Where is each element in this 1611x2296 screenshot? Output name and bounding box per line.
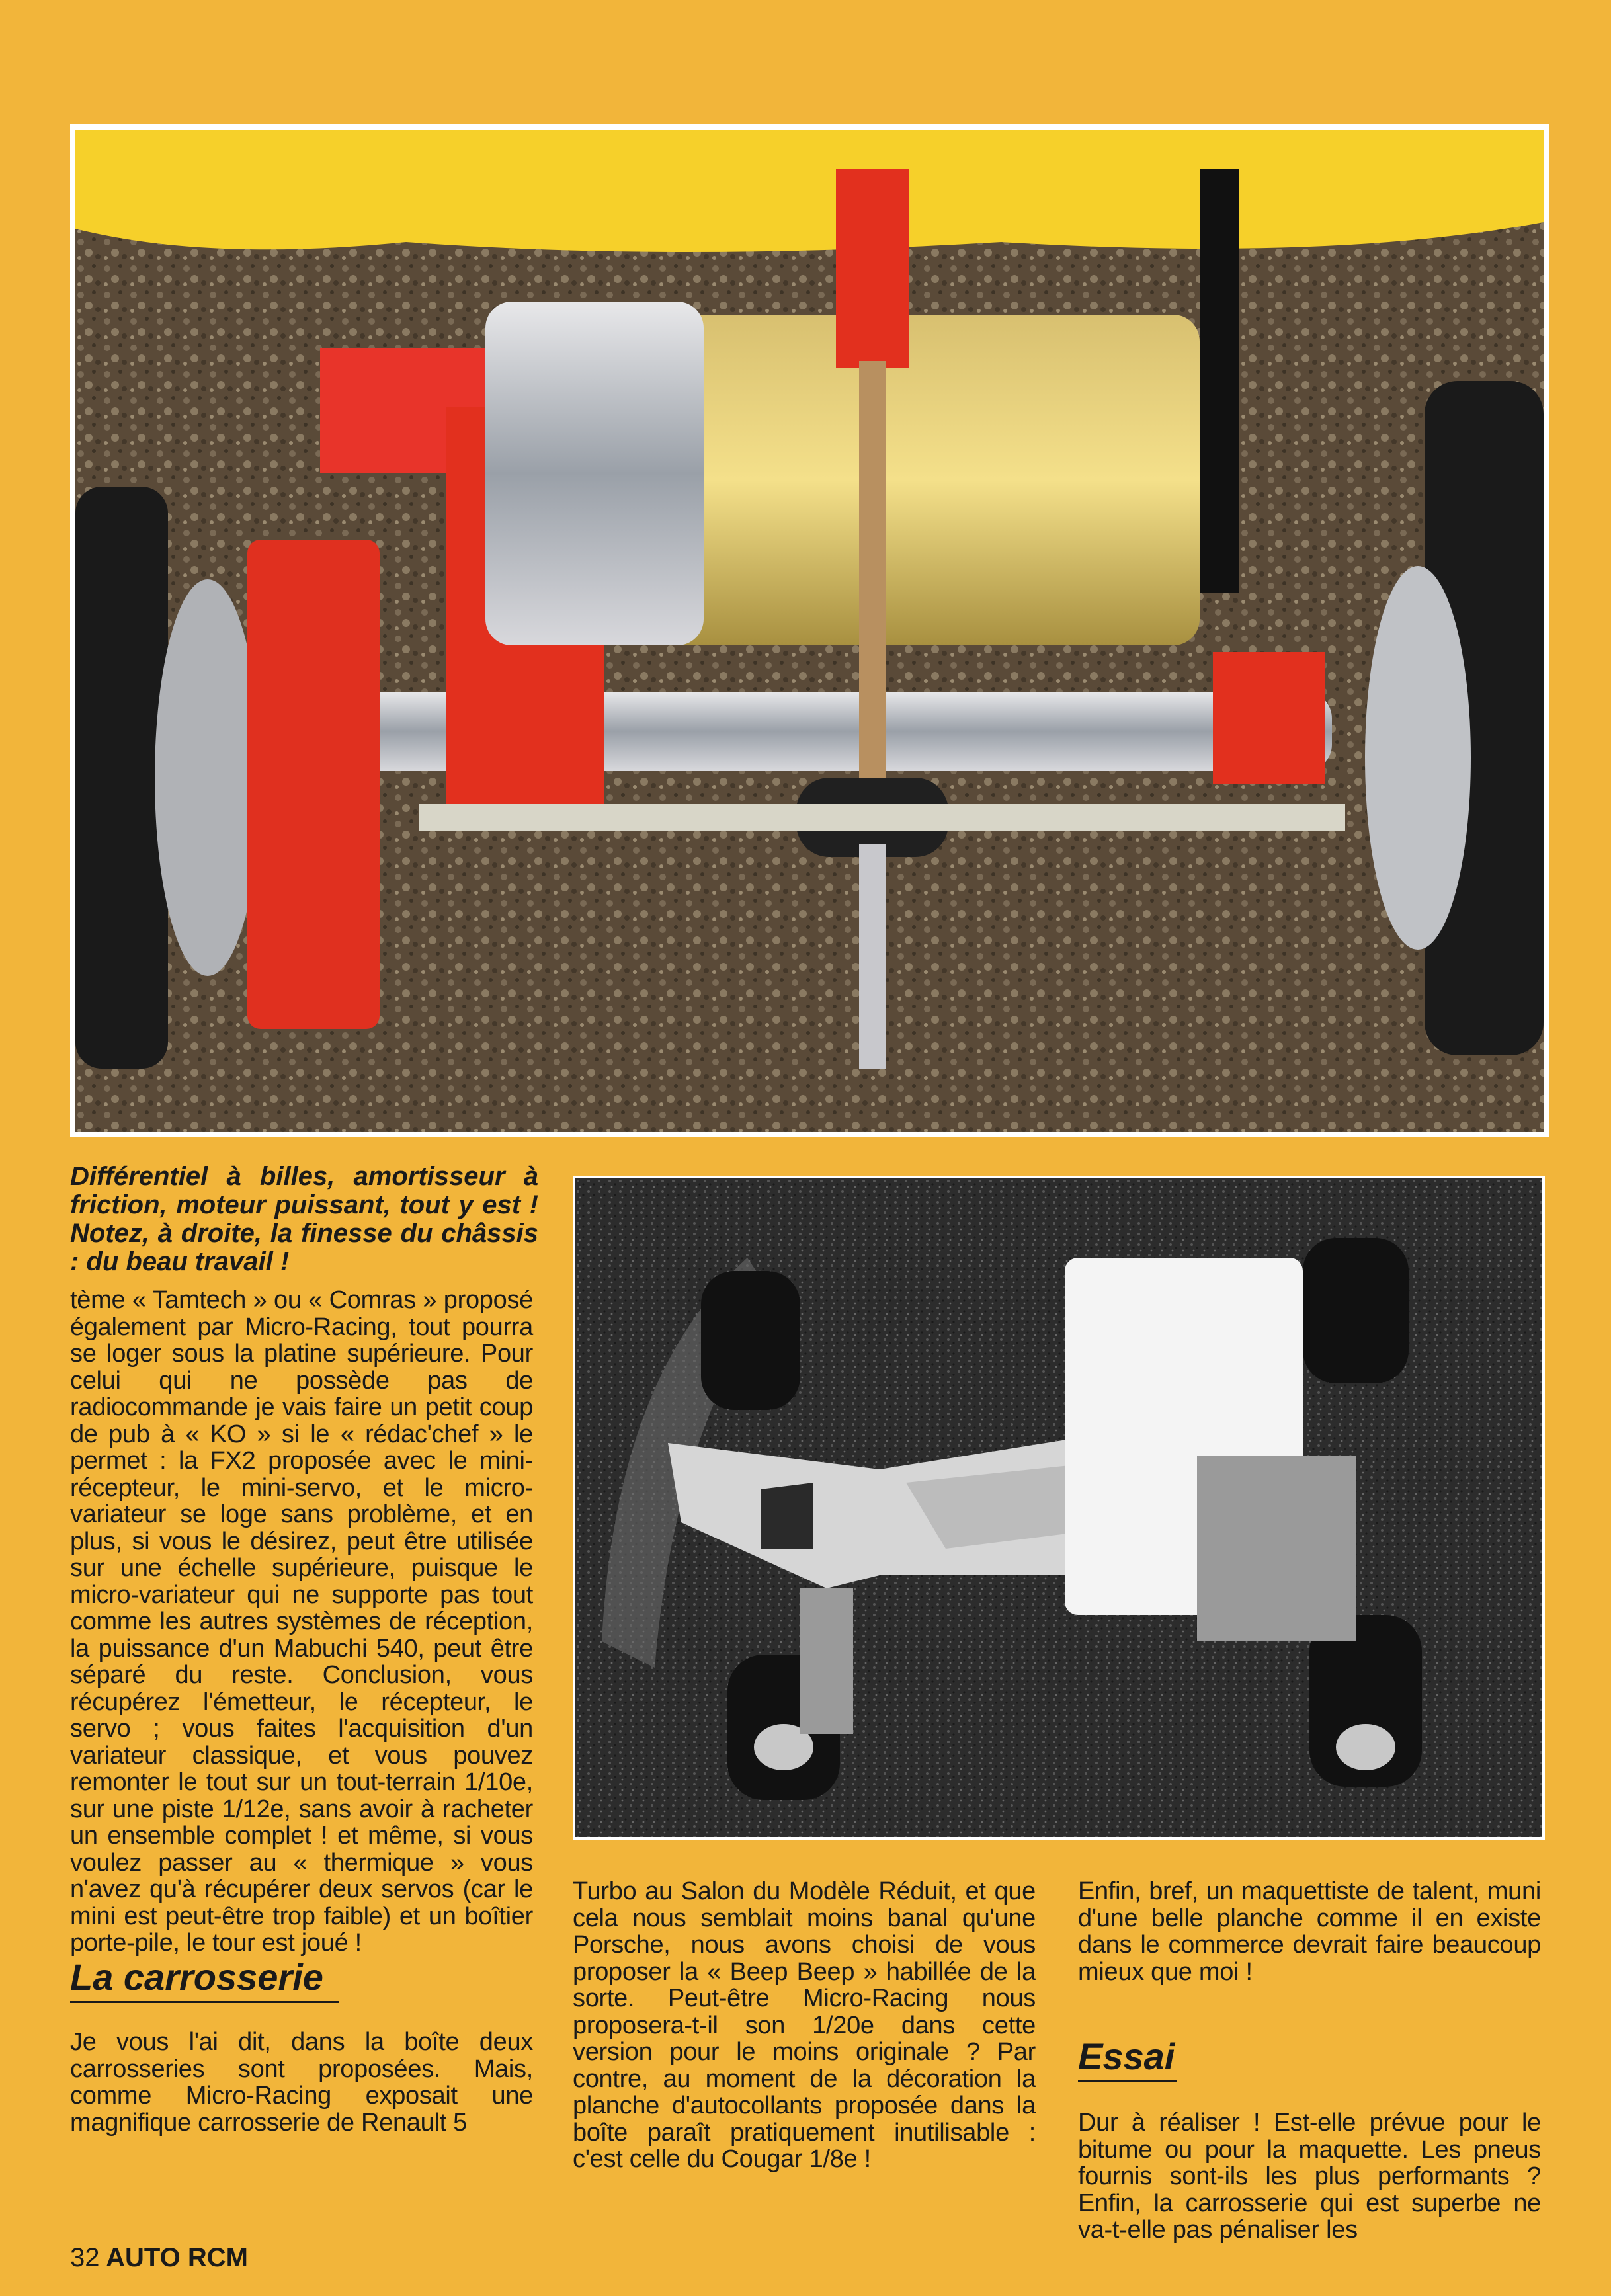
- differential-illustration: [75, 130, 1544, 1132]
- chassis-illustration: [575, 1178, 1542, 1837]
- section-heading-carrosserie: La carrosserie: [70, 1957, 339, 2003]
- article-column-3-continued: Dur à réaliser ! Est-elle prévue pour le bitume ou pour la maquette. Les pneus fournis sont-ils les plus performants ? Enfin, la carrosserie qui est superbe ne va-t-elle pas pénaliser les: [1078, 2109, 1541, 2244]
- photo-differential: [70, 124, 1549, 1137]
- section-heading-essai: Essai: [1078, 2037, 1177, 2082]
- article-column-3: Enfin, bref, un maquettiste de talent, muni d'une belle planche comme il en existe dans le commerce devrait faire beaucoup mieux que moi !: [1078, 1877, 1541, 1986]
- article-column-1: tème « Tamtech » ou « Comras » proposé également par Micro-Racing, tout pourra se loger sous la platine supérieure. Pour celui qui ne possède pas de radiocommande je vais faire un petit coup de pub à « KO » si le « rédac'chef » le permet : la FX2 proposée avec le mini-récepteur, le mini-servo, et le micro-variateur se loge sans problème, et en plus, si vous le désirez, peut être utilisée sur une échelle supérieure, puisque le micro-variateur qui ne supporte pas tout comme les autres systèmes de réception, la puissance d'un Mabuchi 540, peut être séparé du reste. Conclusion, vous récupérez l'émetteur, le récepteur, le servo ; vous faites l'acquisition d'un variateur classique, et vous pouvez remonter le tout sur un tout-terrain 1/10e, sur une piste 1/12e, sans avoir à racheter un ensemble complet ! et même, si vous voulez passer au « thermique » vous n'avez qu'à récupérer deux servos (car le mini est peut-être trop faible) et un boîtier porte-pile, le tour est joué !: [70, 1286, 533, 1957]
- photo-caption: Différentiel à billes, amortisseur à friction, moteur puissant, tout y est ! Notez, à droite, la finesse du châssis : du beau travail !: [70, 1162, 538, 1276]
- page-number: 32: [70, 2243, 100, 2272]
- article-column-2: Turbo au Salon du Modèle Réduit, et que cela nous semblait moins banal qu'une Porsche, nous avons choisi de vous proposer la « Beep Beep » habillée de la sorte. Peut-être Micro-Racing nous proposera-t-il son 1/20e dans cette version pour le moins originale ? Par contre, au moment de la décoration la planche d'autocollants proposée dans la boîte paraît pratiquement inutilisable : c'est celle du Cougar 1/8e !: [573, 1877, 1036, 2173]
- magazine-name: AUTO RCM: [106, 2243, 248, 2272]
- page-footer: [70, 2243, 248, 2273]
- article-column-1-continued: Je vous l'ai dit, dans la boîte deux carrosseries sont proposées. Mais, comme Micro-Racing exposait une magnifique carrosserie de Renault 5: [70, 2028, 533, 2137]
- photo-chassis: [573, 1176, 1545, 1840]
